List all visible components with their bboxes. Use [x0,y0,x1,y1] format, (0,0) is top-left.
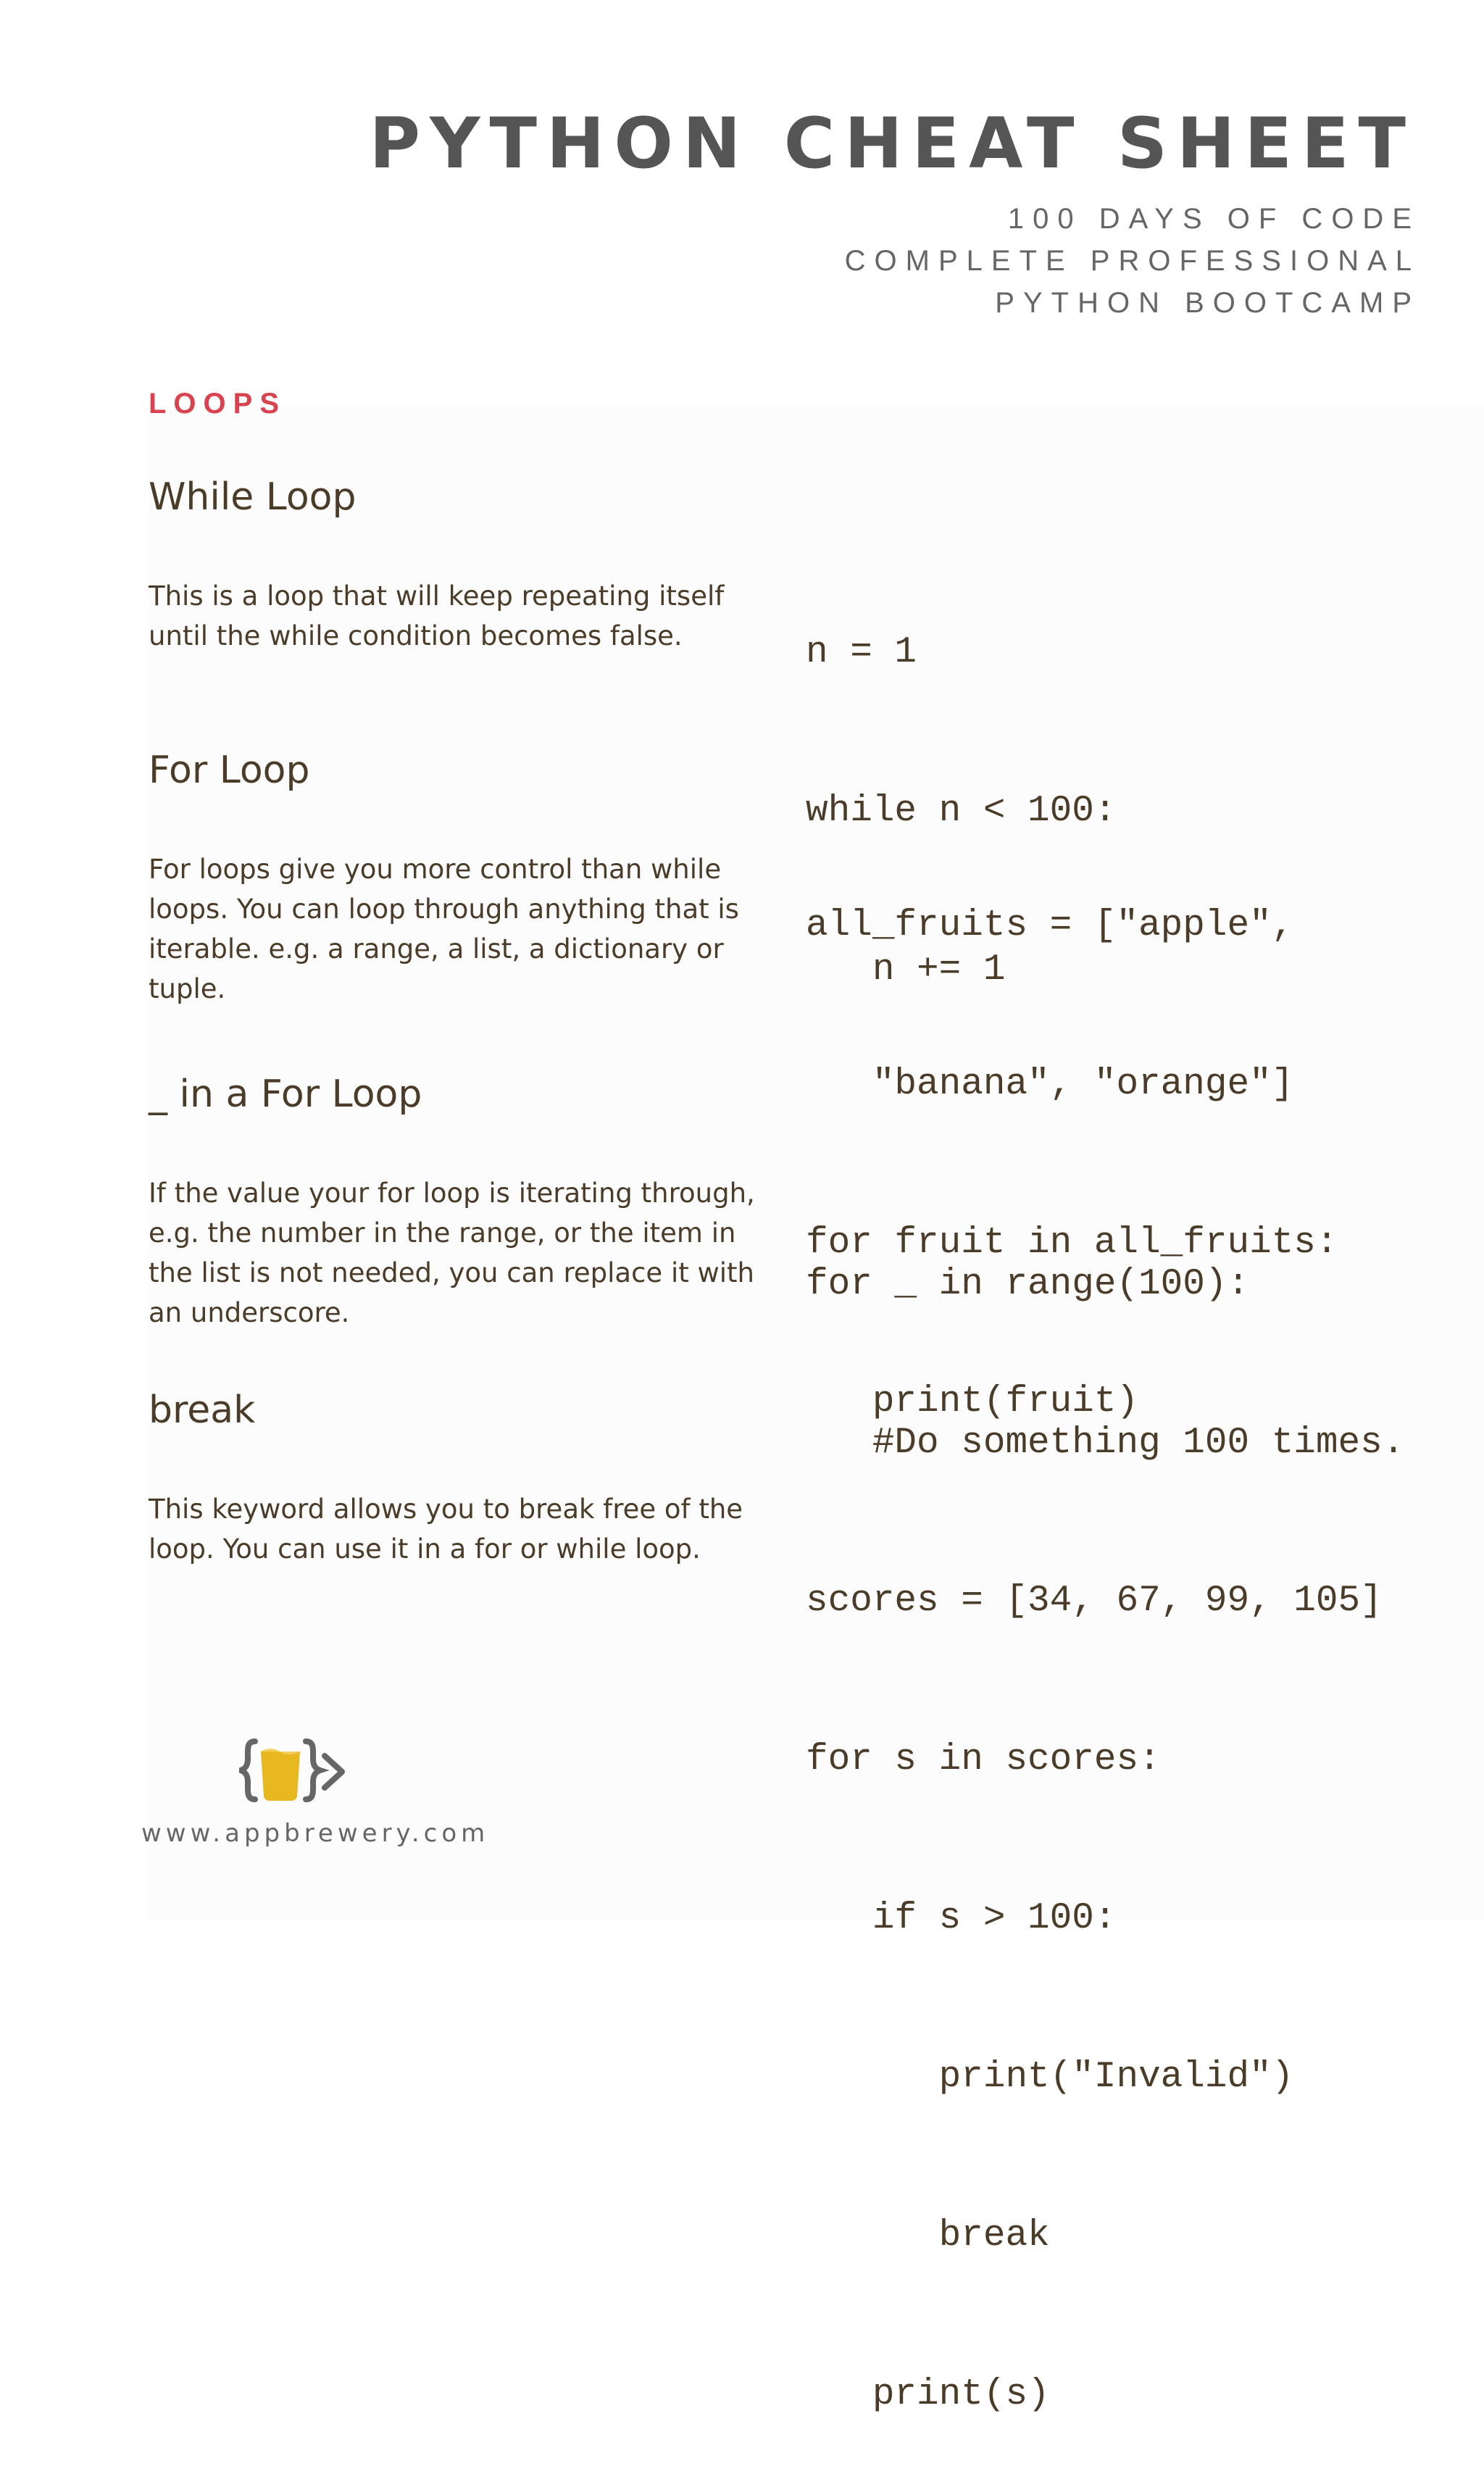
code-line: for _ in range(100): [806,1264,1250,1305]
subtitle-line-3: PYTHON BOOTCAMP [995,287,1420,319]
topic-description-for-loop: For loops give you more control than while loops. You can loop through anything that is iterable. e.g. a range, a list, a dictionary or tuple. [149,854,739,1004]
code-line: print(fruit) [806,1381,1139,1423]
section-label: LOOPS [149,388,287,420]
code-line: all_fruits = ["apple", [806,905,1294,946]
website-link[interactable]: www.appbrewery.com [141,1819,490,1848]
topic-heading-break: break [149,1388,256,1432]
topic-description-while-loop: This is a loop that will keep repeating itself until the while condition becomes false. [149,580,725,651]
topic-description-underscore-loop: If the value your for loop is iterating through, e.g. the number in the range, or the item in the list is not needed, you can replace it with an underscore. [149,1178,755,1328]
code-block-underscore-loop [806,1152,1404,1523]
code-line: break [806,2215,1050,2257]
app-brewery-logo-icon [239,1736,348,1808]
topic-heading-while-loop: While Loop [149,475,357,519]
code-line: for s in scores: [806,1739,1161,1780]
code-line: scores = [34, 67, 99, 105] [806,1580,1383,1622]
code-line: n = 1 [806,632,917,673]
subtitle-line-1: 100 DAYS OF CODE [1007,203,1420,235]
code-line: #Do something 100 times. [806,1423,1405,1464]
topic-heading-for-loop: For Loop [149,749,310,792]
topic-heading-underscore-loop: _ in a For Loop [149,1073,422,1116]
subtitle-line-2: COMPLETE PROFESSIONAL [844,245,1420,277]
code-line: n += 1 [806,949,1006,991]
code-line: while n < 100: [806,791,1117,832]
code-block-break [806,1469,1383,2474]
code-line: for fruit in all_fruits: [806,1223,1338,1264]
code-line: print(s) [806,2374,1050,2415]
code-line: if s > 100: [806,1898,1117,1939]
code-line: "banana", "orange"] [806,1064,1294,1105]
page-title: PYTHON CHEAT SHEET [369,103,1415,184]
code-line: print("Invalid") [806,2057,1294,2098]
topic-description-break: This keyword allows you to break free of the loop. You can use it in a for or while loop. [149,1494,743,1565]
